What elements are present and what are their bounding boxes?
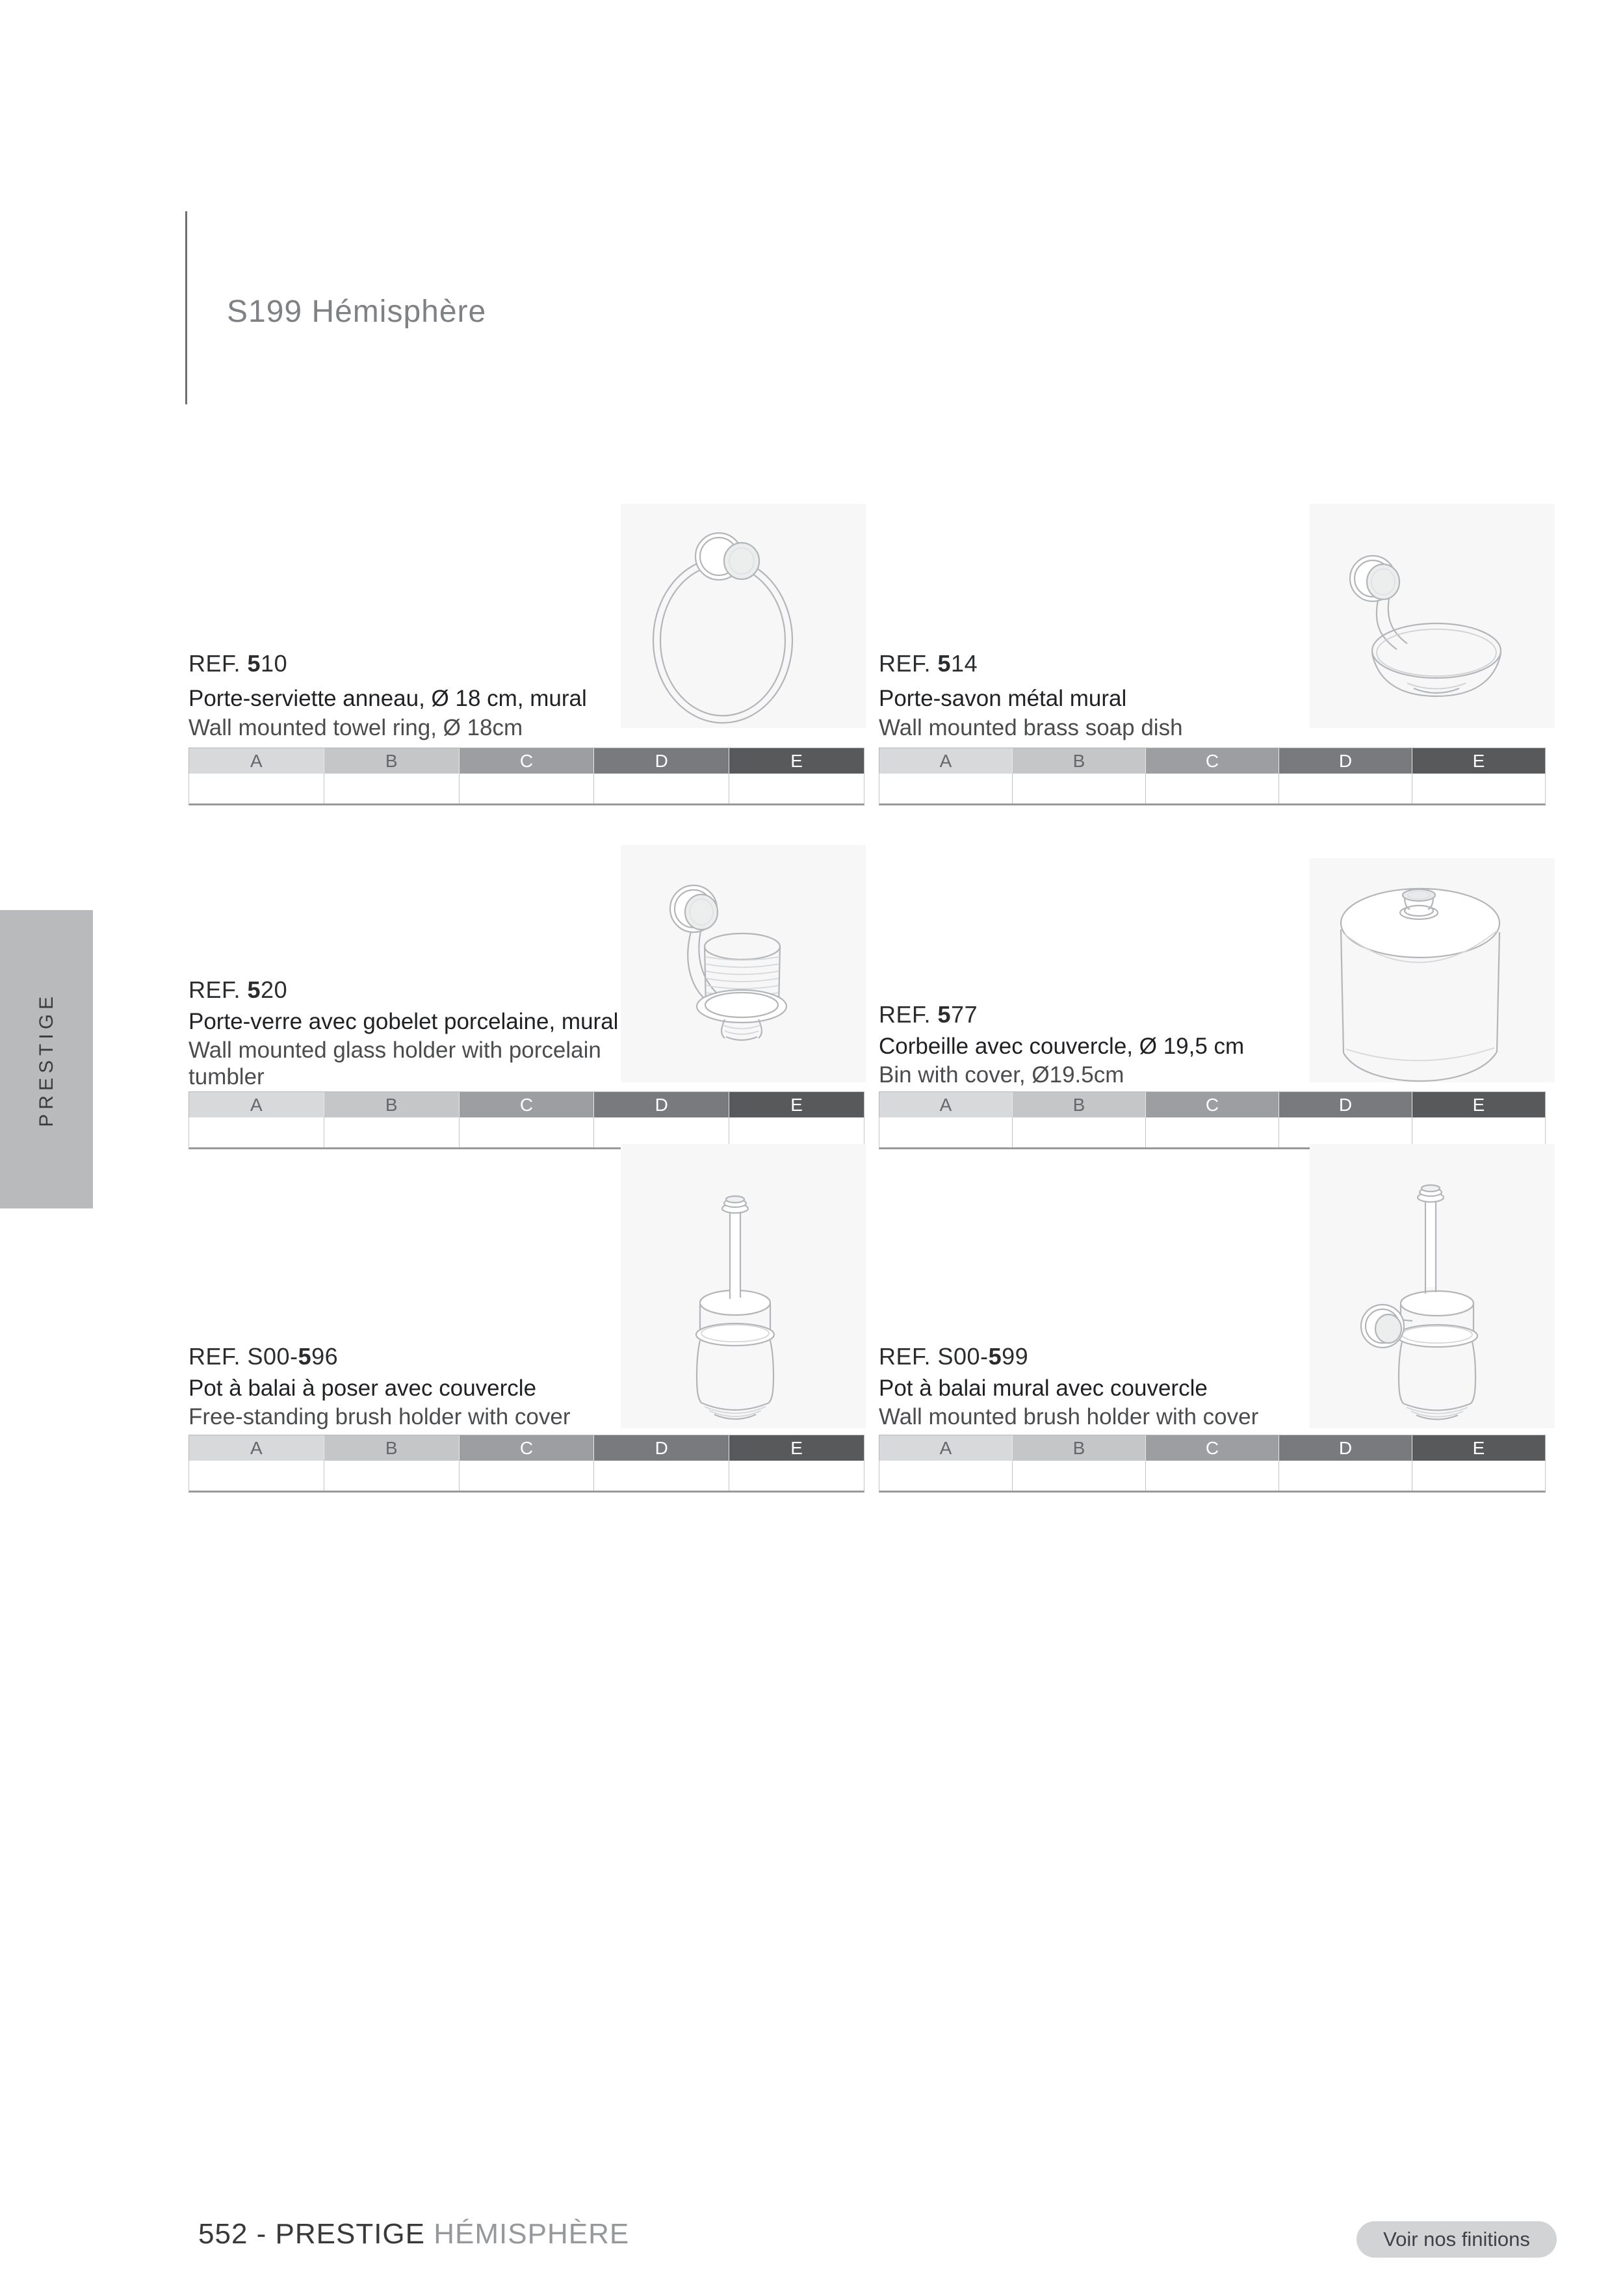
finish-header-cell-a: A (879, 1435, 1012, 1461)
finish-table (188, 1091, 864, 1149)
finish-value-cell (593, 1461, 729, 1491)
finish-value-cell (1145, 774, 1279, 803)
finish-value-cell (324, 1461, 459, 1491)
product-name-en: Wall mounted glass holder with porcelain tumbler (188, 1037, 601, 1090)
finish-value-cell (324, 774, 459, 803)
sidebar-prestige-label: PRESTIGE (35, 991, 57, 1127)
finish-header-cell-a: A (189, 748, 324, 774)
product-name-en: Bin with cover, Ø19.5cm (879, 1062, 1124, 1088)
finish-header-cell-c: C (1145, 748, 1279, 774)
finish-header-cell-b: B (324, 1435, 459, 1461)
product-name-fr: Porte-serviette anneau, Ø 18 cm, mural (188, 686, 587, 711)
finish-header-cell-e: E (729, 1092, 864, 1117)
product-name-fr: Porte-savon métal mural (879, 686, 1127, 711)
finish-header-cell-d: D (593, 1092, 729, 1117)
finish-value-cell (189, 774, 324, 803)
finish-header-cell-b: B (1012, 1092, 1145, 1117)
finish-value-cell (1412, 774, 1545, 803)
finish-header-cell-c: C (459, 1435, 594, 1461)
finish-value-cell (593, 1117, 729, 1147)
finish-header-cell-d: D (593, 1435, 729, 1461)
finish-value-cell (729, 774, 864, 803)
ref-label: REF. 577 (879, 1001, 978, 1028)
finish-value-cell (1279, 1117, 1412, 1147)
finish-header-cell-a: A (189, 1435, 324, 1461)
finish-value-cell (1012, 1117, 1145, 1147)
finish-value-cell (1279, 1461, 1412, 1491)
finish-value-cell (593, 774, 729, 803)
finish-header-cell-d: D (1279, 1092, 1412, 1117)
product-name-en: Wall mounted brass soap dish (879, 715, 1183, 740)
finish-header-cell-e: E (729, 1435, 864, 1461)
product-name-fr: Pot à balai mural avec couvercle (879, 1376, 1208, 1401)
finish-value-cell (459, 1461, 594, 1491)
finish-value-cell (459, 774, 594, 803)
product-name-fr: Corbeille avec couvercle, Ø 19,5 cm (879, 1034, 1245, 1059)
finish-header-cell-e: E (1412, 1435, 1545, 1461)
finish-table (188, 748, 864, 805)
finish-header-cell-c: C (1145, 1092, 1279, 1117)
finish-header-cell-e: E (729, 748, 864, 774)
page-title: S199 Hémisphère (227, 294, 487, 329)
footer-collection: HÉMISPHÈRE (434, 2218, 630, 2250)
product-name-en: Wall mounted towel ring, Ø 18cm (188, 715, 523, 740)
finish-header-cell-c: C (459, 1092, 594, 1117)
ref-label: REF. S00-596 (188, 1343, 339, 1370)
finish-header-cell-a: A (879, 1092, 1012, 1117)
finish-header-cell-e: E (1412, 1092, 1545, 1117)
finish-header-cell-a: A (879, 748, 1012, 774)
finish-header-cell-b: B (1012, 1435, 1145, 1461)
finish-value-cell (879, 774, 1012, 803)
finish-header-cell-b: B (324, 1092, 459, 1117)
finish-header-cell-c: C (1145, 1435, 1279, 1461)
footer-page-label (198, 2218, 629, 2250)
finish-header-cell-a: A (189, 1092, 324, 1117)
finish-table (879, 748, 1546, 805)
see-finishes-button[interactable] (1357, 2221, 1557, 2258)
see-finishes-label: Voir nos finitions (1383, 2228, 1530, 2250)
finish-table (879, 1091, 1546, 1149)
ref-label: REF. S00-599 (879, 1343, 1029, 1370)
product-name-fr: Pot à balai à poser avec couvercle (188, 1376, 537, 1401)
finish-header-cell-c: C (459, 748, 594, 774)
product-name-fr: Porte-verre avec gobelet porcelaine, mural (188, 1009, 619, 1034)
finish-header-cell-e: E (1412, 748, 1545, 774)
finish-value-cell (1145, 1117, 1279, 1147)
finish-header-cell-b: B (324, 748, 459, 774)
finish-table (188, 1435, 864, 1493)
ref-label: REF. 510 (188, 650, 288, 677)
finish-header-cell-d: D (593, 748, 729, 774)
finish-value-cell (1412, 1461, 1545, 1491)
sidebar-prestige-tab[interactable] (0, 910, 93, 1208)
ref-label: REF. 514 (879, 650, 978, 677)
finish-value-cell (879, 1117, 1012, 1147)
finish-value-cell (1279, 774, 1412, 803)
product-name-en: Wall mounted brush holder with cover (879, 1404, 1259, 1429)
finish-value-cell (324, 1117, 459, 1147)
finish-value-cell (189, 1461, 324, 1491)
product-name-en: Free-standing brush holder with cover (188, 1404, 571, 1429)
finish-value-cell (729, 1461, 864, 1491)
finish-value-cell (1012, 1461, 1145, 1491)
finish-value-cell (1145, 1461, 1279, 1491)
finish-value-cell (1012, 774, 1145, 803)
finish-header-cell-b: B (1012, 748, 1145, 774)
ref-label: REF. 520 (188, 976, 288, 1003)
finish-value-cell (729, 1117, 864, 1147)
finish-value-cell (1412, 1117, 1545, 1147)
finish-header-cell-d: D (1279, 1435, 1412, 1461)
finish-value-cell (189, 1117, 324, 1147)
finish-header-cell-d: D (1279, 748, 1412, 774)
finish-table (879, 1435, 1546, 1493)
footer-page-series: 552 - PRESTIGE (198, 2218, 426, 2250)
finish-value-cell (459, 1117, 594, 1147)
title-vertical-rule (185, 211, 187, 404)
finish-value-cell (879, 1461, 1012, 1491)
